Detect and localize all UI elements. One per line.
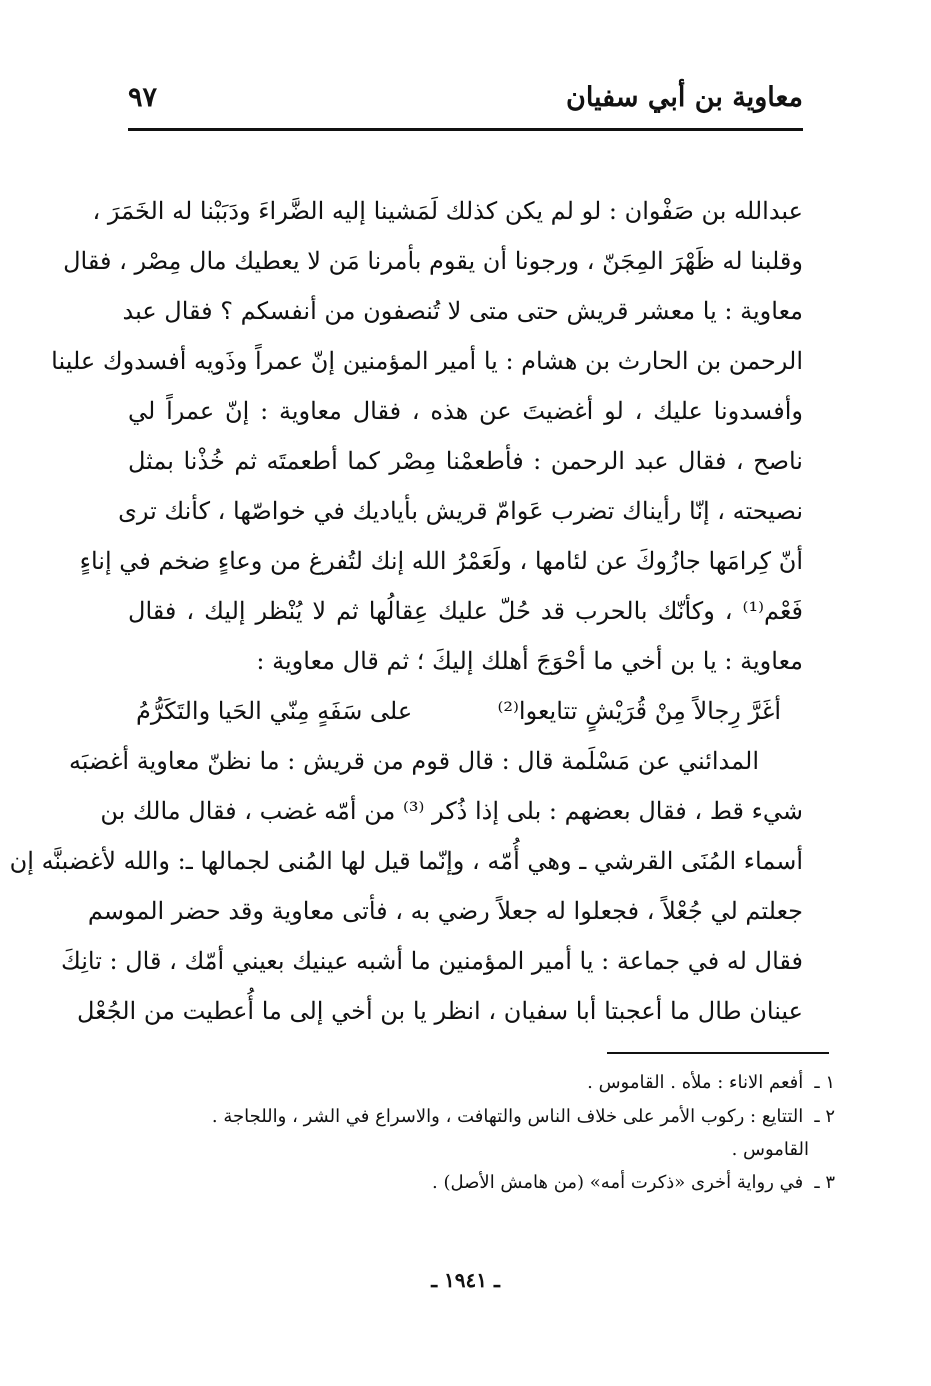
text-line: عبدالله بن صَفْوان : لو لم يكن كذلك لَمَشينا إليه الضَّراءَ ودَبَبْنا له الخَمَرَ ،: [92, 197, 803, 225]
text-line: وقلبنا له ظَهْرَ المِجَنّ ، ورجونا أن يقوم بأمرنا مَن لا يعطيك مال مِصْر ، فقال: [63, 247, 803, 275]
footnote-number: ٢ ـ: [814, 1106, 835, 1127]
footnote-text: التتايع : ركوب الأمر على خلاف الناس والتهافت ، والاسراع في الشر ، واللجاجة .: [211, 1106, 804, 1127]
footnote-text: أفعم الاناء : ملأه . القاموس .: [587, 1072, 804, 1093]
text-line: عينان طال ما أعجبتا أبا سفيان ، انظر يا بن أخي إلى ما أُعطيت من الجُعْل: [76, 997, 803, 1025]
text-line: فقال له في جماعة : يا أمير المؤمنين ما أشبه عينيك بعيني أمّك ، قال : تانِكَ: [60, 947, 803, 975]
page-number: ٩٧: [128, 82, 158, 113]
verse-second-hemistich: على سَفَهٍ مِنّي الحَيا والتَكَرُّمُ: [136, 697, 413, 725]
text-line: شيء قط ، فقال بعضهم : بلى إذا ذُكر ⁽³⁾ من أمّه غضب ، فقال مالك بن: [100, 797, 803, 825]
text-line: المدائني عن مَسْلَمة قال : قال قوم من قريش : ما نظنّ معاوية أغضبَه: [68, 747, 759, 775]
verse-first-hemistich: أغَرَّ رِجالاً مِنْ قُرَيْشٍ تتايعوا⁽²⁾: [497, 697, 781, 725]
text-line: ناصح ، فقال عبد الرحمن : فأطعمْنا مِصْر كما أطعمتَه ثم خُذْنا بمثل: [128, 447, 803, 475]
sequence-number: ـ ١٩٤١ ـ: [431, 1268, 500, 1292]
text-line: معاوية : يا بن أخي ما أحْوَجَ أهلك إليكَ ؛ ثم قال معاوية :: [256, 647, 803, 675]
footnote: [128, 1166, 835, 1200]
footnote-number: ٣ ـ: [814, 1172, 835, 1193]
text-line: أنّ كِرامَها جازُوكَ عن لئامها ، ولَعَمْرُ الله إنك لتُفرغ من وعاءٍ ضخم في إناءٍ: [79, 547, 803, 575]
text-line: وأفسدونا عليك ، لو أغضيتَ عن هذه ، فقال معاوية : إنّ عمراً لي: [128, 397, 803, 425]
text-line: معاوية : يا معشر قريش حتى متى لا تُنصفون من أنفسكم ؟ فقال عبد: [122, 297, 803, 325]
footnote: [128, 1066, 835, 1100]
footnote-continuation: القاموس .: [731, 1139, 809, 1160]
page-header: [128, 78, 803, 124]
footnote-text: في رواية أخرى «ذكرت أمه» (من هامش الأصل) .: [432, 1172, 804, 1193]
text-line: فَعْم⁽¹⁾ ، وكأنّك بالحرب قد حُلّ عليك عِقالُها ثم لا يُنْظر إليك ، فقال: [128, 597, 803, 625]
text-line: نصيحته ، إنّا رأيناك تضرب عَوامّ قريش بأياديك في خواصّها ، كأنك ترى: [118, 497, 803, 525]
footnote-separator: [607, 1052, 829, 1054]
footnotes: [128, 1066, 835, 1200]
header-rule: [128, 128, 803, 131]
running-title: معاوية بن أبي سفيان: [565, 82, 803, 113]
poetry-verse: [128, 686, 803, 736]
footnote-number: ١ ـ: [814, 1072, 835, 1093]
text-line: جعلتم لي جُعْلاً ، فجعلوا له جعلاً رضي به ، فأتى معاوية وقد حضر الموسم: [87, 897, 803, 925]
text-line: أسماء المُنَى القرشي ـ وهي أُمّه ، وإنّما قيل لها المُنى لجمالها ـ: والله لأغضبنَّه إن: [9, 847, 803, 875]
body-text: [9, 186, 803, 1036]
footnote: [128, 1100, 835, 1134]
text-line: الرحمن بن الحارث بن هشام : يا أمير المؤمنين إنّ عمراً وذَويه أفسدوك علينا: [51, 347, 803, 375]
